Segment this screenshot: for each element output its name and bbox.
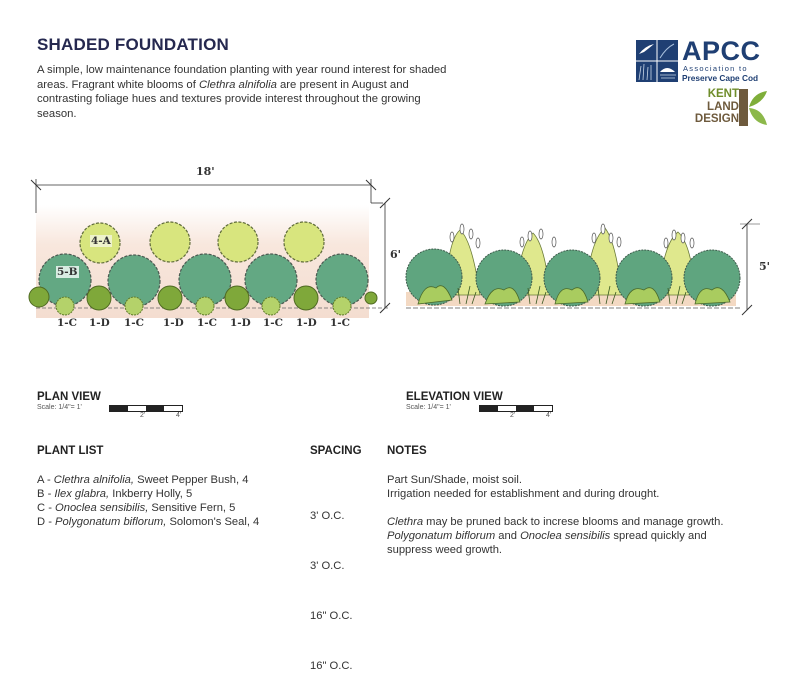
spacing-value: 16" O.C. bbox=[310, 610, 353, 622]
intro-text-2: are present in August and contrasting foliage hues and textures provide interest throughout the growing season. bbox=[37, 78, 421, 120]
kent-line-1: KENT bbox=[707, 88, 739, 100]
kent-wordmark bbox=[695, 88, 739, 126]
apcc-tagline-2: Preserve Cape Cod bbox=[682, 73, 759, 83]
plan-scale-tick-4: 4' bbox=[176, 412, 182, 419]
plan-depth-dimension: 6' bbox=[390, 248, 402, 261]
note-line: Clethra may be pruned back to increse blooms and manage growth. bbox=[387, 516, 724, 528]
elevation-view-title: ELEVATION VIEW bbox=[406, 391, 503, 403]
elevation-scale-tick-2: 2' bbox=[510, 412, 516, 419]
plan-label-d: 1-D bbox=[89, 317, 110, 329]
plan-label-c: 1-C bbox=[197, 317, 218, 329]
spacing-value: 3' O.C. bbox=[310, 510, 345, 522]
plan-label-d: 1-D bbox=[230, 317, 251, 329]
intro-text-1: A simple, low maintenance foundation planting with year round interest for shaded areas. Fragrant white blooms of bbox=[37, 64, 447, 91]
plan-view-drawing bbox=[25, 165, 410, 340]
plan-width-dimension: 18' bbox=[196, 165, 215, 178]
plan-view-title: PLAN VIEW bbox=[37, 391, 101, 403]
note-line: Irrigation needed for establishment and during drought. bbox=[387, 488, 660, 500]
kent-line-3: DESIGN bbox=[694, 113, 739, 125]
spacing-column bbox=[310, 473, 353, 691]
note-line: Polygonatum biflorum and Onoclea sensibilis spread quickly and bbox=[387, 530, 707, 542]
apcc-logo bbox=[636, 36, 766, 85]
apcc-wordmark: APCC bbox=[682, 36, 761, 66]
plant-list-item: B - Ilex glabra, Inkberry Holly, 5 bbox=[37, 488, 193, 500]
elevation-view-scale-bar bbox=[479, 405, 553, 412]
plan-scale-tick-2: 2' bbox=[140, 412, 146, 419]
intro-italic: Clethra alnifolia bbox=[199, 78, 277, 91]
plan-label-d: 1-D bbox=[163, 317, 184, 329]
kent-line-2: LAND bbox=[707, 100, 739, 113]
plant-list-header: PLANT LIST bbox=[37, 445, 104, 457]
plan-label-c: 1-C bbox=[330, 317, 351, 329]
apcc-tagline-1: Association to bbox=[683, 64, 748, 73]
note-line: suppress weed growth. bbox=[387, 544, 503, 556]
plant-label-4a: 4-A bbox=[91, 235, 111, 247]
plan-label-c: 1-C bbox=[57, 317, 78, 329]
plant-list-item: D - Polygonatum biflorum, Solomon's Seal, 4 bbox=[37, 516, 260, 528]
plan-label-c: 1-C bbox=[124, 317, 145, 329]
elevation-view-scale-label: Scale: 1/4"= 1' bbox=[406, 404, 451, 411]
spacing-value: 16" O.C. bbox=[310, 660, 353, 672]
page-title: SHADED FOUNDATION bbox=[37, 35, 229, 54]
kent-land-design-logo bbox=[679, 88, 769, 128]
plant-label-5b: 5-B bbox=[57, 266, 78, 278]
plant-list bbox=[37, 473, 259, 529]
elevation-scale-tick-4: 4' bbox=[546, 412, 552, 419]
spacing-value: 3' O.C. bbox=[310, 560, 345, 572]
notes-header: NOTES bbox=[387, 445, 427, 457]
plant-list-item: A - Clethra alnifolia, Sweet Pepper Bush, 4 bbox=[37, 474, 249, 486]
elevation-view-drawing bbox=[400, 200, 790, 320]
note-line: Part Sun/Shade, moist soil. bbox=[387, 474, 522, 486]
notes-body bbox=[387, 473, 723, 557]
spacing-header: SPACING bbox=[310, 445, 362, 457]
plan-view-scale-label: Scale: 1/4"= 1' bbox=[37, 404, 82, 411]
plant-list-item: C - Onoclea sensibilis, Sensitive Fern, 5 bbox=[37, 502, 236, 514]
plan-label-c: 1-C bbox=[263, 317, 284, 329]
plan-label-d: 1-D bbox=[296, 317, 317, 329]
kent-leaf-k-icon bbox=[739, 89, 769, 127]
plan-view-scale-bar bbox=[109, 405, 183, 412]
apcc-emblem-icon bbox=[636, 40, 678, 82]
elevation-height-dimension: 5' bbox=[759, 260, 771, 273]
intro-paragraph bbox=[37, 63, 457, 121]
